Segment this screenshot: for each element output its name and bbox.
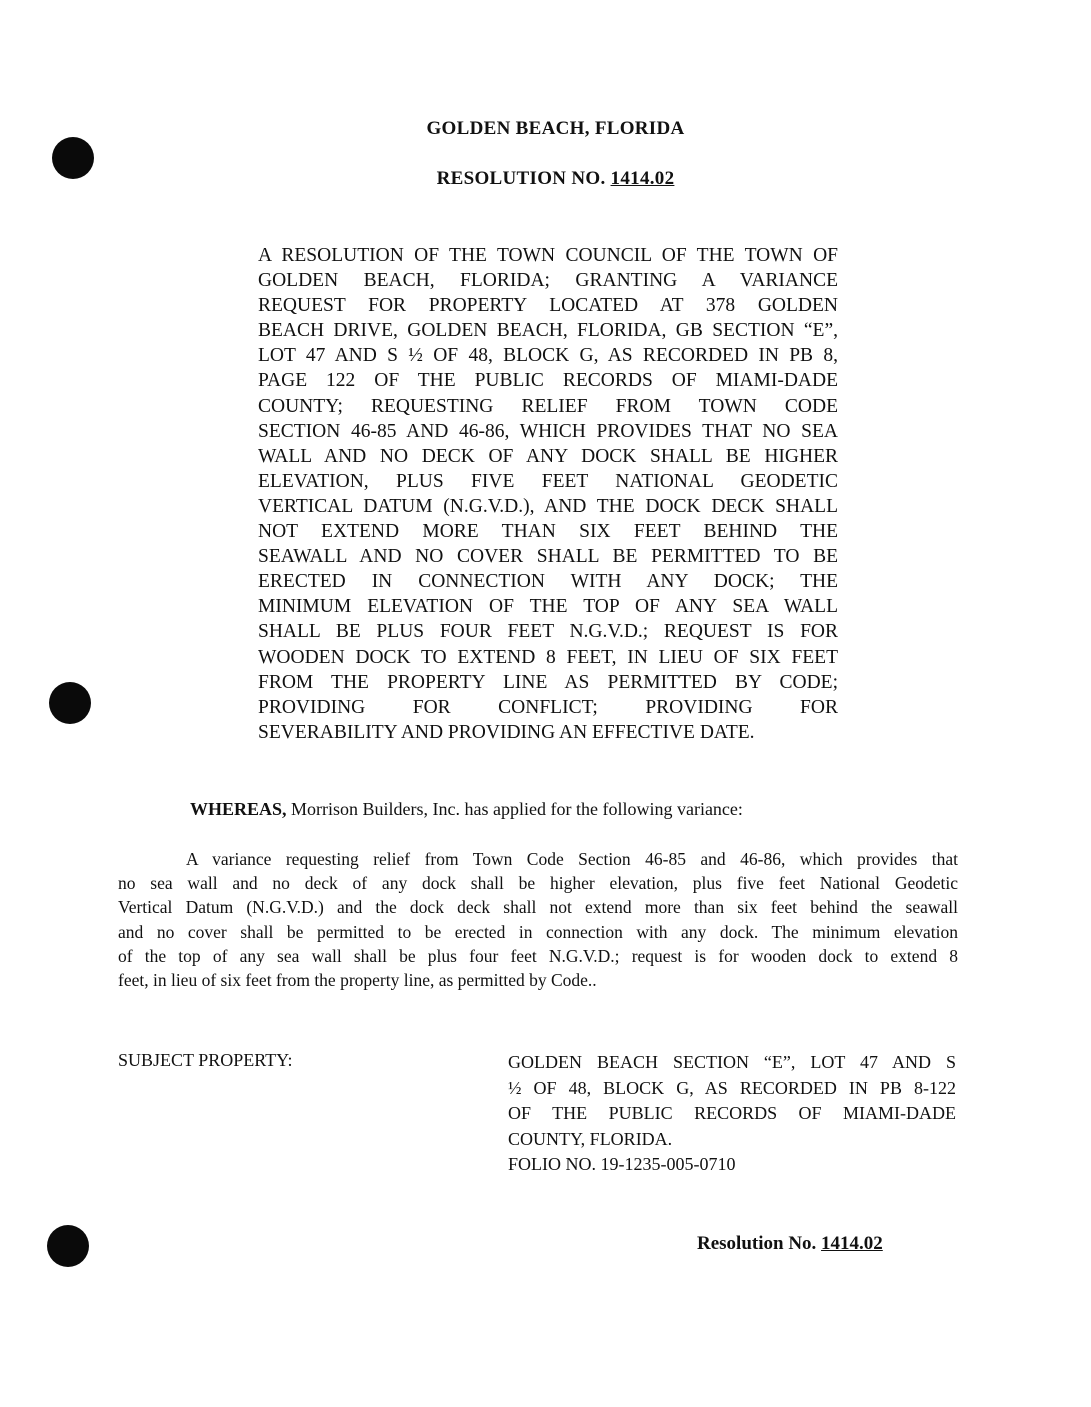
whereas-keyword: WHEREAS, (190, 799, 287, 819)
caption-line: MINIMUM ELEVATION OF THE TOP OF ANY SEA WALL (258, 596, 838, 618)
binder-hole-punch-bottom (47, 1225, 89, 1267)
caption-line: LOT 47 AND S ½ OF 48, BLOCK G, AS RECORDED IN PB 8, (258, 345, 838, 367)
caption-line: SEVERABILITY AND PROVIDING AN EFFECTIVE DATE. (258, 721, 755, 743)
caption-line: COUNTY; REQUESTING RELIEF FROM TOWN CODE (258, 395, 838, 417)
variance-line: Vertical Datum (N.G.V.D.) and the dock deck shall not extend more than six feet behind the seawall (118, 897, 958, 918)
resolution-heading-prefix: RESOLUTION NO. (436, 168, 611, 189)
subject-property-label: SUBJECT PROPERTY: (118, 1050, 293, 1070)
caption-line: NOT EXTEND MORE THAN SIX FEET BEHIND THE (258, 521, 838, 543)
caption-line: ELEVATION, PLUS FIVE FEET NATIONAL GEODETIC (258, 470, 838, 492)
caption-line: REQUEST FOR PROPERTY LOCATED AT 378 GOLDEN (258, 295, 838, 317)
caption-line: A RESOLUTION OF THE TOWN COUNCIL OF THE TOWN OF (258, 245, 838, 266)
subject-property-description (508, 1050, 956, 1178)
caption-line: PAGE 122 OF THE PUBLIC RECORDS OF MIAMI-DADE (258, 370, 838, 392)
resolution-number: 1414.02 (610, 168, 675, 189)
caption-line: WALL AND NO DECK OF ANY DOCK SHALL BE HIGHER (258, 445, 838, 467)
resolution-heading (0, 168, 1091, 190)
folio-number: FOLIO NO. 19-1235-005-0710 (508, 1154, 736, 1174)
caption-line: BEACH DRIVE, GOLDEN BEACH, FLORIDA, GB SECTION “E”, (258, 320, 838, 342)
caption-line: PROVIDING FOR CONFLICT; PROVIDING FOR (258, 696, 838, 718)
variance-line: of the top of any sea wall shall be plus four feet N.G.V.D.; request is for wooden dock to extend 8 (118, 945, 958, 966)
subject-property-line: GOLDEN BEACH SECTION “E”, LOT 47 AND S (508, 1052, 956, 1072)
variance-line: no sea wall and no deck of any dock shall be higher elevation, plus five feet National Geodetic (118, 873, 958, 894)
variance-line: feet, in lieu of six feet from the property line, as permitted by Code.. (118, 970, 597, 991)
caption-line: WOODEN DOCK TO EXTEND 8 FEET, IN LIEU OF SIX FEET (258, 646, 838, 668)
variance-line: A variance requesting relief from Town Code Section 46-85 and 46-86, which provides that (186, 849, 958, 869)
caption-line: ERECTED IN CONNECTION WITH ANY DOCK; THE (258, 571, 838, 593)
variance-description (118, 847, 958, 992)
subject-property-line: OF THE PUBLIC RECORDS OF MIAMI-DADE (508, 1103, 956, 1123)
whereas-text: Morrison Builders, Inc. has applied for the following variance: (286, 799, 743, 819)
whereas-clause (190, 799, 743, 820)
caption-line: GOLDEN BEACH, FLORIDA; GRANTING A VARIANCE (258, 270, 838, 292)
subject-property-line: COUNTY, FLORIDA. (508, 1128, 673, 1149)
variance-line: and no cover shall be permitted to be erected in connection with any dock. The minimum elevation (118, 921, 958, 942)
caption-line: FROM THE PROPERTY LINE AS PERMITTED BY CODE; (258, 671, 838, 693)
subject-property-line: ½ OF 48, BLOCK G, AS RECORDED IN PB 8-122 (508, 1077, 956, 1098)
town-title: GOLDEN BEACH, FLORIDA (426, 118, 685, 139)
footer-resolution-number (697, 1233, 883, 1255)
caption-line: VERTICAL DATUM (N.G.V.D.), AND THE DOCK DECK SHALL (258, 495, 838, 517)
caption-line: SEAWALL AND NO COVER SHALL BE PERMITTED TO BE (258, 546, 838, 568)
caption-line: SECTION 46-85 AND 46-86, WHICH PROVIDES THAT NO SEA (258, 420, 838, 442)
binder-hole-punch-middle (49, 682, 91, 724)
footer-number: 1414.02 (821, 1233, 883, 1254)
caption-line: SHALL BE PLUS FOUR FEET N.G.V.D.; REQUEST IS FOR (258, 621, 838, 643)
resolution-caption (258, 243, 838, 745)
footer-prefix: Resolution No. (697, 1233, 822, 1254)
